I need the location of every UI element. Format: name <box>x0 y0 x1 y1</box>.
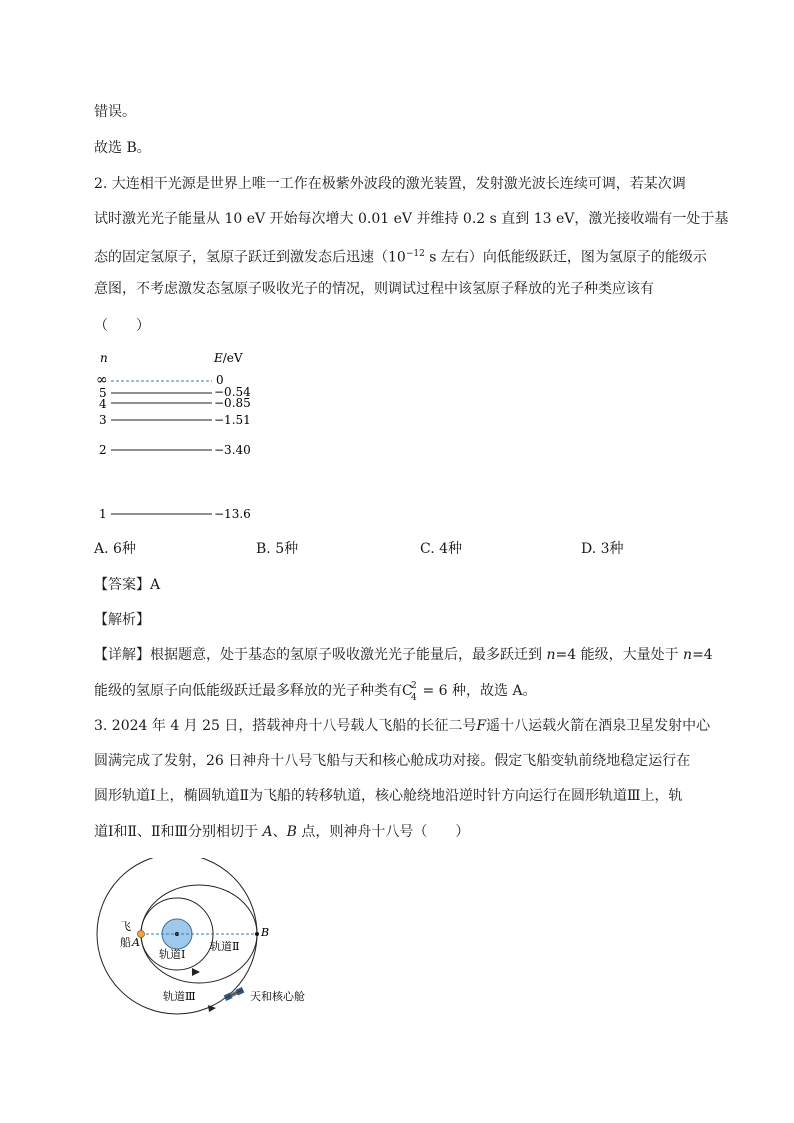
space-station-icon <box>224 987 245 1001</box>
q3-sep: 、 <box>272 824 287 840</box>
q3-point-a: A <box>262 824 273 840</box>
level-e-inf: 0 <box>216 373 224 387</box>
orbit-diagram <box>88 858 348 1023</box>
level-e-4: −0.85 <box>214 396 251 410</box>
detail-text-2b: = 6 种，故选 A。 <box>418 683 537 699</box>
station-label: 天和核心舱 <box>250 990 305 1003</box>
detail-line-1 <box>94 645 713 665</box>
orbit-1-label: 轨道Ⅰ <box>159 948 186 961</box>
energy-axis-label: E/eV <box>214 351 243 365</box>
q3-stem-line-1 <box>94 716 710 736</box>
level-n-inf: ∞ <box>96 372 108 388</box>
q3-stem-line-4a: 道Ⅰ和Ⅱ、Ⅱ和Ⅲ分别相切于 <box>94 824 263 840</box>
answer-label: 【答案】 <box>94 577 150 593</box>
detail-text-2a: 能级的氢原子向低能级跃迁最多释放的光子种类有 <box>94 683 402 699</box>
prev-answer-line: 故选 B。 <box>94 140 151 156</box>
level-n-5: 5 <box>99 386 107 400</box>
q3-stem-line-2: 圆满完成了发射，26 日神舟十八号飞船与天和核心舱成功对接。假定飞船变轨前绕地稳定运行在 <box>94 753 691 769</box>
level-e-5: −0.54 <box>214 385 251 399</box>
level-e-2: −3.40 <box>214 443 251 457</box>
orbit-direction-arrow <box>192 968 200 976</box>
level-e-3: −1.51 <box>214 413 251 427</box>
q3-stem-line-3: 圆形轨道Ⅰ上，椭圆轨道Ⅱ为飞船的转移轨道，核心舱绕地沿逆时针方向运行在圆形轨道Ⅲ上，轨 <box>94 788 683 804</box>
orbit-2-label: 轨道Ⅱ <box>210 940 240 953</box>
detail-n-1: n <box>546 647 556 663</box>
q3-stem-line-4 <box>94 822 469 842</box>
n-axis-label: n <box>100 351 108 365</box>
q2-stem-line-4: 意图，不考虑激发态氢原子吸收光子的情况，则调试过程中该氢原子释放的光子种类应该有 <box>94 281 654 297</box>
detail-label: 【详解】 <box>94 647 150 663</box>
q2-exponent: −12 <box>405 249 425 259</box>
level-n-2: 2 <box>99 443 107 457</box>
option-a: A. 6种 <box>94 541 136 557</box>
prev-text-line: 错误。 <box>94 104 136 120</box>
q2-blank-bracket: （ ） <box>94 318 150 334</box>
answer-value: A <box>150 577 161 593</box>
combination-symbol: C 2 4 <box>402 681 417 703</box>
answer-line <box>94 575 160 595</box>
q3-point-b: B <box>286 824 297 840</box>
q2-stem-line-3a: 态的固定氢原子，氢原子跃迁到激发态后迅速（10 <box>94 249 406 266</box>
level-n-1: 1 <box>99 507 107 521</box>
q3-stem-line-1b: 遥十八运载火箭在酒泉卫星发射中心 <box>486 718 711 734</box>
point-a-label: A <box>132 936 140 949</box>
detail-line-2 <box>94 680 537 701</box>
level-e-1: −13.6 <box>214 507 251 521</box>
point-b-label: B <box>261 926 270 939</box>
detail-text-1c: =4 能级，大量处于 <box>555 647 684 663</box>
q3-stem-line-1a: 3. 2024 年 4 月 25 日，搭载神舟十八号载人飞船的长征二号 <box>94 718 477 734</box>
level-n-4: 4 <box>99 397 107 411</box>
detail-text-1e: =4 <box>692 647 713 663</box>
option-c: C. 4种 <box>420 541 463 557</box>
q2-stem-line-3b: s 左右）向低能级跃迁，图为氢原子的能级示 <box>424 249 707 266</box>
analysis-label: 【解析】 <box>94 612 150 628</box>
detail-text-1a: 根据题意，处于基态的氢原子吸收激光光子能量后，最多跃迁到 <box>150 647 547 663</box>
energy-level-diagram <box>90 350 270 530</box>
orbit-3-label: 轨道Ⅲ <box>163 990 196 1003</box>
q2-stem-line-1: 2. 大连相干光源是世界上唯一工作在极紫外波段的激光装置，发射激光波长连续可调，若某次调 <box>94 176 686 192</box>
level-n-3: 3 <box>99 413 107 427</box>
detail-n-2: n <box>683 647 693 663</box>
option-b: B. 5种 <box>256 541 299 557</box>
q2-stem-line-2: 试时激光光子能量从 10 eV 开始每次增大 0.01 eV 并维持 0.2 s 直到 13 eV，激光接收端有一处于基 <box>94 211 729 227</box>
spacecraft-label-2: 船 <box>120 936 131 949</box>
option-d: D. 3种 <box>581 541 624 557</box>
spacecraft-label-1: 飞 <box>120 920 131 933</box>
q2-stem-line-3 <box>94 244 707 268</box>
q3-stem-line-4c: 点，则神舟十八号（ ） <box>296 824 470 840</box>
point-b-dot <box>255 932 259 936</box>
q3-f-letter: F <box>476 718 487 734</box>
